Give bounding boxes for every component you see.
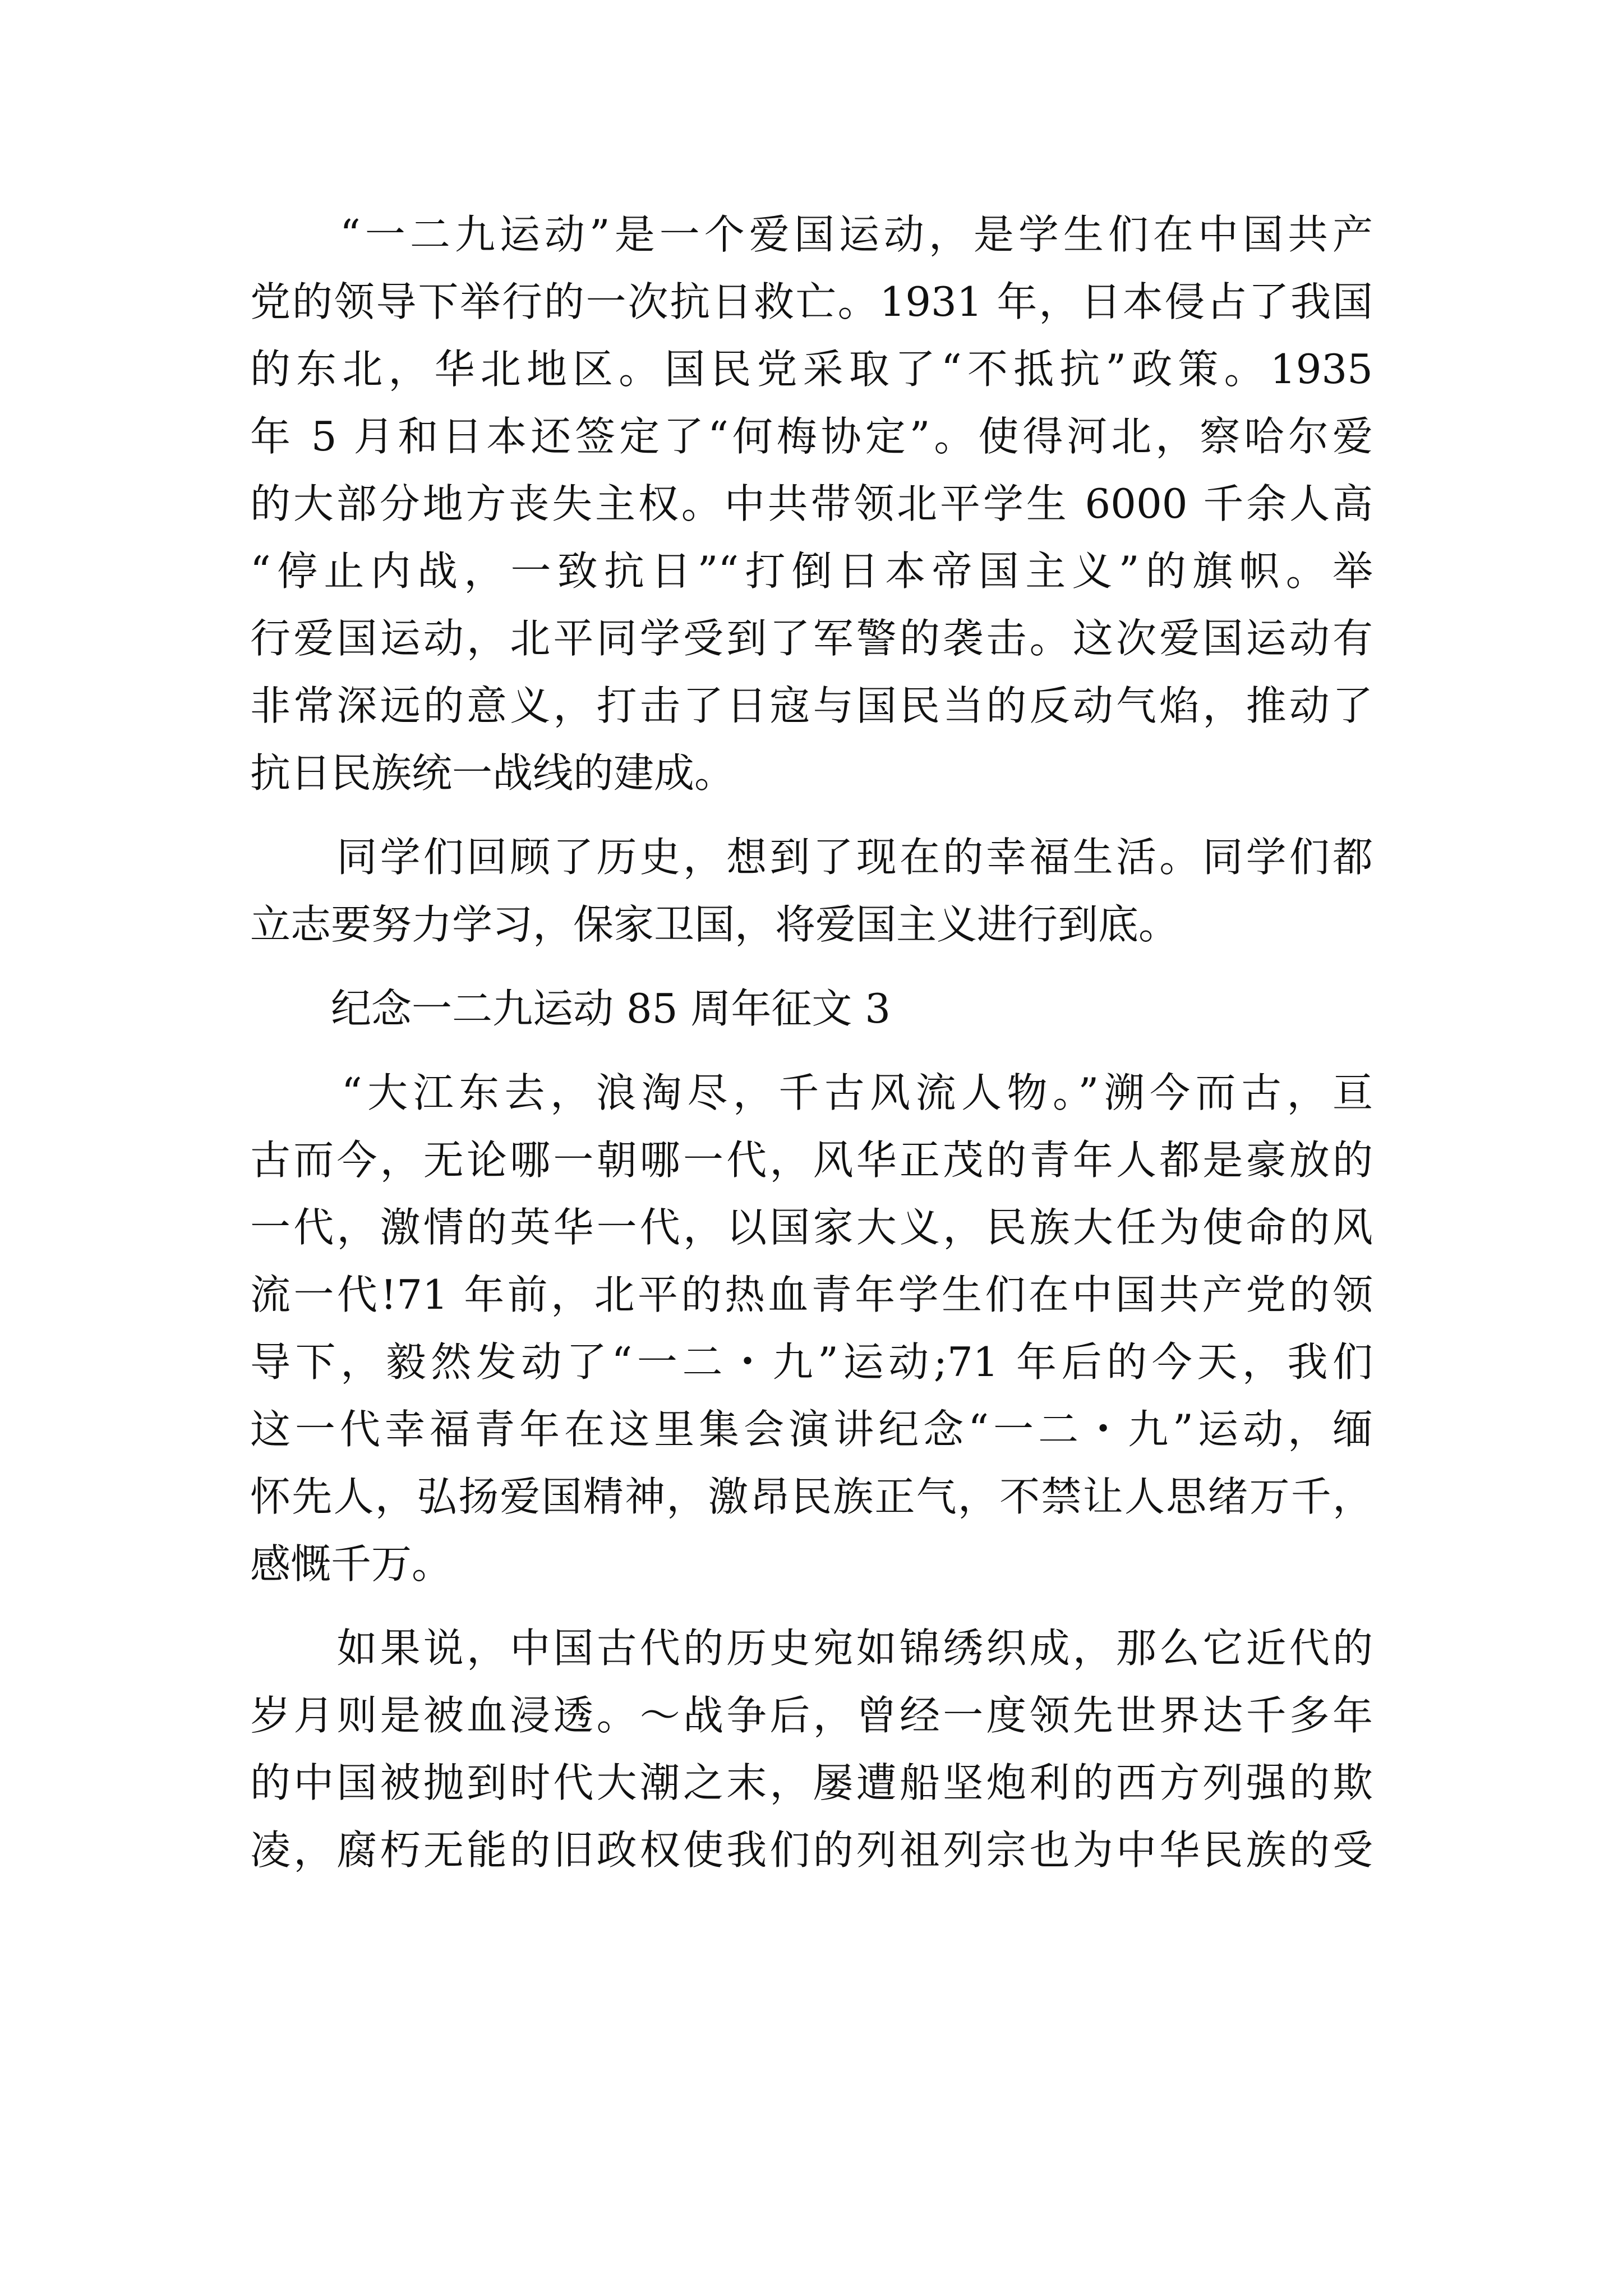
text-line: 的中国被抛到时代大潮之末，屡遭船坚炮利的西方列强的欺	[250, 1759, 1373, 1806]
text-line: “一二九运动”是一个爱国运动，是学生们在中国共产	[250, 211, 1373, 258]
text-line: 抗日民族统一战线的建成。	[250, 749, 735, 797]
text-line: 凌，腐朽无能的旧政权使我们的列祖列宗也为中华民族的受	[250, 1826, 1373, 1874]
text-line: 年 5 月和日本还签定了“何梅协定”。使得河北，察哈尔爱	[250, 413, 1373, 460]
text-line: 党的领导下举行的一次抗日救亡。1931 年，日本侵占了我国	[250, 278, 1373, 325]
paragraph-1	[250, 201, 1373, 807]
paragraph-3	[250, 1059, 1373, 1598]
text-line: 一代，激情的英华一代，以国家大义，民族大任为使命的风	[250, 1204, 1373, 1251]
text-line: “大江东去，浪淘尽，千古风流人物。”溯今而古，亘	[250, 1069, 1373, 1116]
text-line: 古而今，无论哪一朝哪一代，风华正茂的青年人都是豪放的	[250, 1137, 1373, 1184]
section-heading	[250, 975, 1373, 1042]
text-line: 的东北，华北地区。国民党采取了“不抵抗”政策。1935	[250, 346, 1373, 393]
text-line: 感慨千万。	[250, 1540, 453, 1588]
text-line: 同学们回顾了历史，想到了现在的幸福生活。同学们都	[250, 834, 1373, 881]
document-body	[250, 201, 1373, 1901]
text-line: 怀先人，弘扬爱国精神，激昂民族正气，不禁让人思绪万千，	[250, 1473, 1373, 1520]
heading-line: 纪念一二九运动 85 周年征文 3	[250, 985, 891, 1032]
text-line: 这一代幸福青年在这里集会演讲纪念“一二・九”运动，缅	[250, 1406, 1373, 1453]
paragraph-4	[250, 1614, 1373, 1884]
text-line: 导下，毅然发动了“一二・九”运动;71 年后的今天，我们	[250, 1338, 1373, 1386]
text-line: 立志要努力学习，保家卫国，将爱国主义进行到底。	[250, 901, 1179, 948]
text-line: 非常深远的意义，打击了日寇与国民当的反动气焰，推动了	[250, 682, 1373, 729]
text-line: 流一代!71 年前，北平的热血青年学生们在中国共产党的领	[250, 1271, 1373, 1318]
paragraph-2	[250, 823, 1373, 958]
text-line: 行爱国运动，北平同学受到了军警的袭击。这次爱国运动有	[250, 615, 1373, 662]
text-line: 岁月则是被血浸透。～战争后，曾经一度领先世界达千多年	[250, 1692, 1373, 1739]
text-line: 如果说，中国古代的历史宛如锦绣织成，那么它近代的	[250, 1625, 1373, 1672]
text-line: 的大部分地方丧失主权。中共带领北平学生 6000 千余人高	[250, 480, 1373, 527]
text-line: “停止内战，一致抗日”“打倒日本帝国主义”的旗帜。举	[250, 547, 1373, 595]
